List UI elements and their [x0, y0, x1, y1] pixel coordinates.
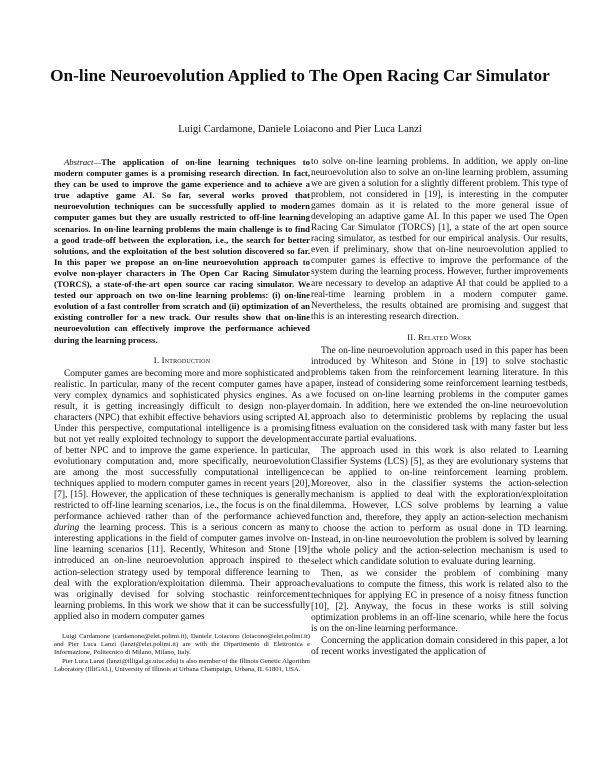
- paper-authors: Luigi Cardamone, Daniele Loiacono and Pier Luca Lanzi: [178, 124, 422, 135]
- related-paragraph-3: Then, as we consider the problem of combining many evaluations to compute the fitness, this work is related also to the techniques for applying EC in presence of a noisy fitness function [10], [2]. Anyway, the focus in these works is still solving optimization problems in an off-line scenario, while here the focus is on the on-line learning performance.: [311, 568, 568, 634]
- footnote-affiliation: Luigi Cardamone (cardamone@elet.polimi.it), Daniele Loiacono (loiacono@elet.polimi.it) and Pier Luca Lanzi (lanzi@elet.polimi.it) are with the Dipartimento di Elettronica e Informazione, Politecnico di Milano, Milano, Italy.: [54, 632, 310, 656]
- footnote-illigal: Pier Luca Lanzi (lanzi@illigal.ge.uiuc.edu) is also member of the Illinois Genetic Algorithm Laboratory (IlliGAL), University of Illinois at Urbana Champaign, Urbana, IL 61801, USA.: [54, 658, 310, 674]
- intro-paragraph-continued: to solve on-line learning problems. In addition, we apply on-line neuroevolution also to solve an on-line learning problem, assuming we are given a solution for a slightly different problem. This type of problem, not considered in [19], is interesting in the computer games domain as it is related to the more general issue of developing an adaptive game AI. In this paper we used The Open Racing Car Simulator (TORCS) [1], a state of the art open source racing simulator, as testbed for our empirical analysis. Our results, even if preliminary, show that on-line neuroevolution applied to computer games is effective to improve the performance of the system during the learning process. However, further improvements are necessary to develop an adaptive AI that could be applied to a real-time learning problem in a modern computer game. Nevertheless, the results obtained are promising and suggest that this is an interesting research direction.: [311, 157, 568, 322]
- related-paragraph-2: The approach used in this work is also related to Learning Classifier Systems (LCS) [5], as they are evolutionary systems that can be applied to on-line reinforcement learning problem. Moreover, also in the classifier systems the action-selection mechanism is applied to deal with the exploration/exploitation dilemma. However, LCS solve problems by learning a value function and, therefore, they apply an action-selection mechanism to choose the action to perform as usual done in TD learning. Instead, in on-line neuroevolution the problem is solved by learning the whole policy and the action-selection mechanism is used to select which candidate solution to evaluate during learning.: [311, 446, 568, 567]
- paper-title: On-line Neuroevolution Applied to The Open Racing Car Simulator: [50, 66, 550, 85]
- intro-paragraph: [54, 369, 310, 623]
- abstract-lead: Abstract—: [64, 157, 102, 167]
- right-column: [311, 157, 568, 659]
- abstract-text: The application of on-line learning techniques to modern computer games is a promising research direction. In fact, they can be used to improve the game experience and to achieve a true adaptive game AI. So far, several works proved that neuroevolution techniques can be successfully applied to modern computer games but they are usually restricted to off-line learning scenarios. In on-line learning problems the main challenge is to find a good trade-off between the exploration, i.e., the search for better solutions, and the exploitation of the best solution discovered so far. In this paper we propose an on-line neuroevolution approach to evolve non-player characters in The Open Car Racing Simulator (TORCS), a state-of-the-art open source car racing simulator. We tested our approach on two on-line learning problems: (i) on-line evolution of a fast controller from scratch and (ii) optimization of an existing controller for a new track. Our results show that on-line neuroevolution can effectively improve the performance achieved during the learning process.: [54, 157, 310, 345]
- section-heading-related-work: II. Related Work: [407, 331, 472, 342]
- left-column: [54, 157, 310, 675]
- intro-emphasis: during: [54, 523, 80, 534]
- related-paragraph-4: Concerning the application domain considered in this paper, a lot of recent works investigated the application of: [311, 636, 568, 658]
- section-heading-introduction: I. Introduction: [153, 354, 211, 365]
- related-paragraph-1: The on-line neuroevolution approach used in this paper has been introduced by Whiteson and Stone in [19] to solve stochastic problems taken from the reinforcement learning literature. In this paper, instead of considering some reinforcement learning testbeds, we focused on on-line learning problems in the computer games domain. In addition, here we extended the on-line neuroevolution approach also to deterministic problems by replacing the usual fitness evaluation on the considered task with many faster but less accurate partial evaluations.: [311, 345, 568, 445]
- intro-text-part-1: Computer games are becoming more and more sophisticated and realistic. In particular, many of the recent computer games have a very complex dynamics and sophisticated physics engines. As a result, it is getting increasingly difficult to design non-player characters (NPC) that exhibit effective behaviors using scripted AI. Under this perspective, computational intelligence is a promising but not yet really exploited technology to support the development of better NPC and to improve the game experience. In particular, evolutionary computation and, more specifically, neuroevolution are among the most successfully computational intelligence techniques applied to modern computer games in recent years [20], [7], [15]. However, the application of these techniques is generally restricted to off-line learning scenarios, i.e., the focus is on the final performance achieved rather than of the performance achieved: [54, 368, 310, 523]
- abstract: [54, 157, 310, 346]
- intro-text-part-2: the learning process. This is a serious concern as many interesting applications in the field of computer games involve on-line learning scenarios [11]. Recently, Whiteson and Stone [19] introduced an on-line neuroevolution approach inspired to the action-selection strategy used by temporal difference learning to deal with the exploration/exploitation dilemma. Their approach was originally devised for solving stochastic reinforcement learning problems. In this work we show that it can be successfully applied also in modern computer games: [54, 523, 310, 622]
- footnotes: [54, 633, 310, 674]
